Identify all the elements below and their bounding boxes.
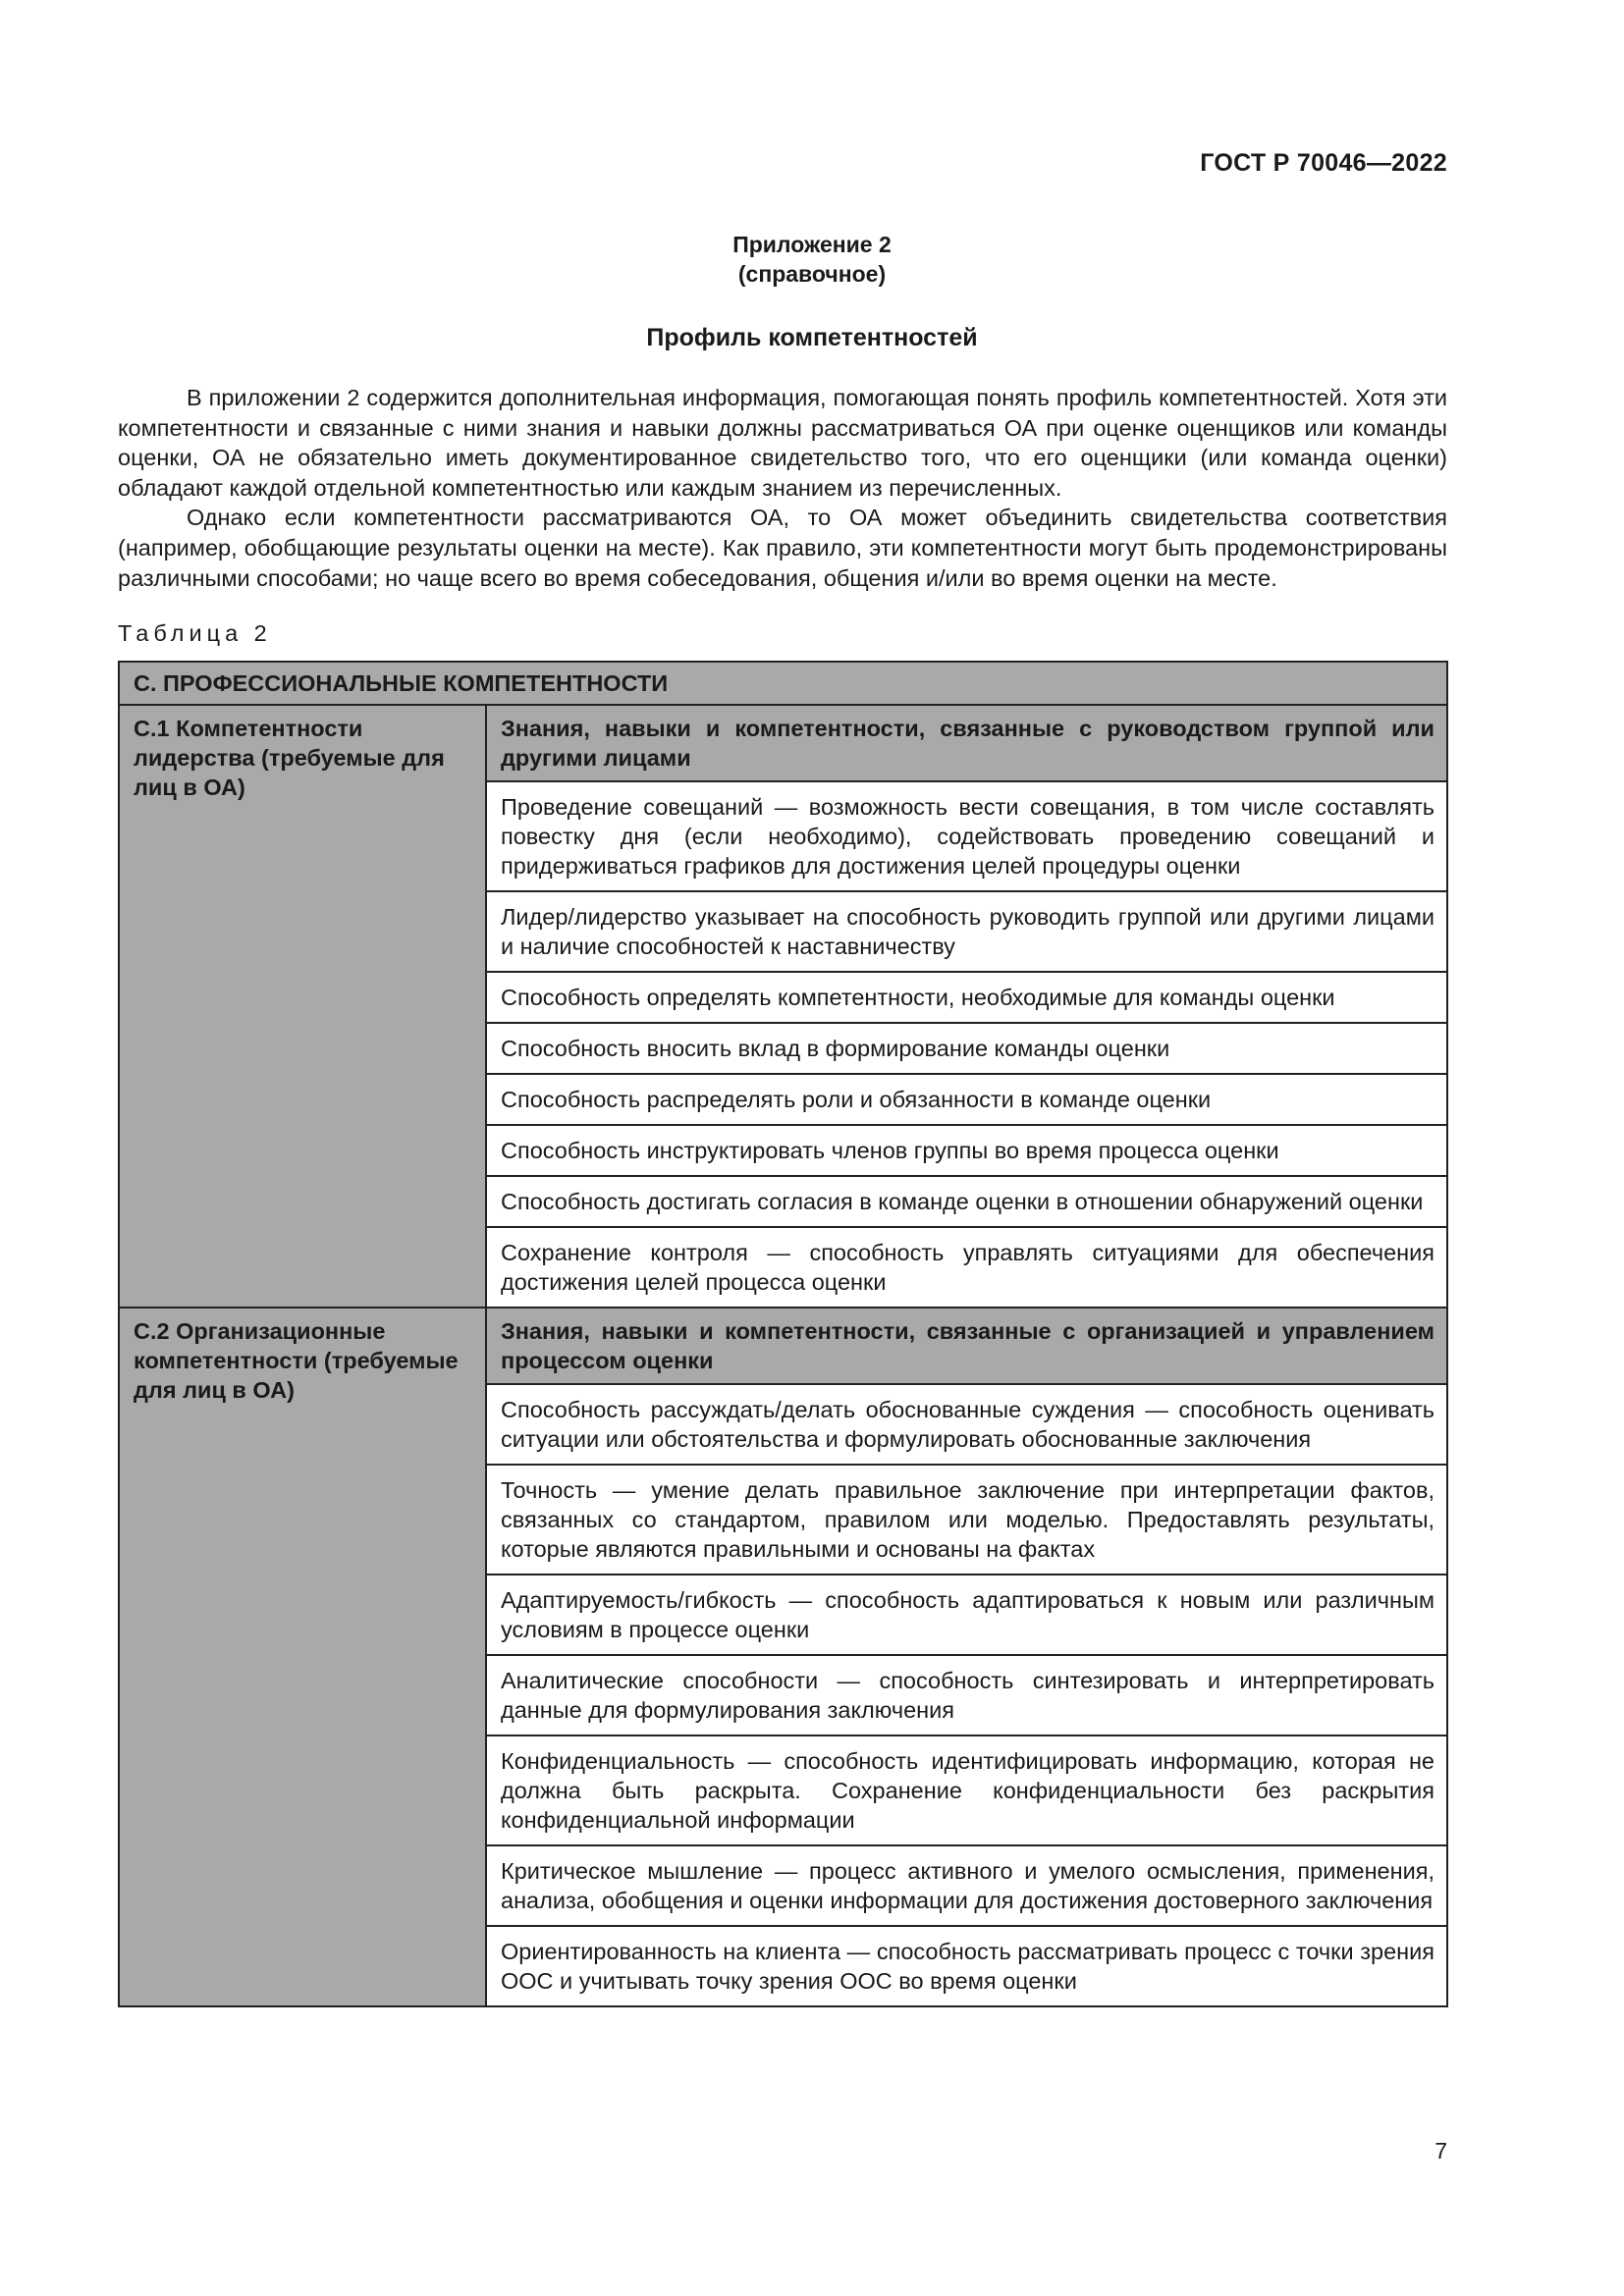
paragraph-1: В приложении 2 содержится дополнительная информация, помогающая понять профиль компетентностей. Хотя эти компетентности и связанные с ними знания и навыки должны рассматриваться ОА при оценке оценщиков или команды оценки, ОА не обязательно иметь документированное свидетельство того, что его оценщики (или команда оценки) обладают каждой отдельной компетентностью или каждым знанием из перечисленных. <box>118 385 1447 501</box>
table-cell: Способность инструктировать членов группы во время процесса оценки <box>486 1125 1447 1176</box>
table-cell: Аналитические способности — способность синтезировать и интерпретировать данные для формулирования заключения <box>486 1655 1447 1735</box>
table-cell: Способность вносить вклад в формирование команды оценки <box>486 1023 1447 1074</box>
table-cell: Критическое мышление — процесс активного и умелого осмысления, применения, анализа, обобщения и оценки информации для достижения достоверного заключения <box>486 1845 1447 1926</box>
competence-table <box>118 661 1448 2007</box>
table-cell: Способность рассуждать/делать обоснованные суждения — способность оценивать ситуации или обстоятельства и формулировать обоснованные заключения <box>486 1384 1447 1465</box>
table-cell: Способность определять компетентности, необходимые для команды оценки <box>486 972 1447 1023</box>
table-cell: Проведение совещаний — возможность вести совещания, в том числе составлять повестку дня (если необходимо), содействовать проведению совещаний и придерживаться графиков для достижения целей процедуры оценки <box>486 781 1447 891</box>
table-row <box>119 1308 1447 1384</box>
body-text <box>118 383 1447 593</box>
group-subheader: Знания, навыки и компетентности, связанные с организацией и управлением процессом оценки <box>486 1308 1447 1384</box>
table-main-header: С. ПРОФЕССИОНАЛЬНЫЕ КОМПЕТЕНТНОСТИ <box>119 662 1447 705</box>
paragraph-2: Однако если компетентности рассматриваются ОА, то ОА может объединить свидетельства соответствия (например, обобщающие результаты оценки на месте). Как правило, эти компетентности могут быть продемонстрированы различными способами; но чаще всего во время собеседования, общения и/или во время оценки на месте. <box>118 505 1447 591</box>
annex-subtitle: (справочное) <box>737 261 887 287</box>
page-number: 7 <box>1435 2138 1447 2163</box>
group-subheader: Знания, навыки и компетентности, связанные с руководством группой или другими лицами <box>486 705 1447 781</box>
table-cell: Ориентированность на клиента — способность рассматривать процесс с точки зрения ООС и учитывать точку зрения ООС во время оценки <box>486 1926 1447 2006</box>
category-organizational: С.2 Организационные компетентности (требуемые для лиц в ОА) <box>119 1308 486 2006</box>
table-caption: Таблица 2 <box>118 620 272 646</box>
table-cell: Конфиденциальность — способность идентифицировать информацию, которая не должна быть раскрыта. Сохранение конфиденциальности без раскрытия конфиденциальной информации <box>486 1735 1447 1845</box>
table-cell: Адаптируемость/гибкость — способность адаптироваться к новым или различным условиям в процессе оценки <box>486 1575 1447 1655</box>
table-cell: Лидер/лидерство указывает на способность руководить группой или другими лицами и наличие способностей к наставничеству <box>486 891 1447 972</box>
category-leadership: С.1 Компетентности лидерства (требуемые для лиц в ОА) <box>119 705 486 1308</box>
table-cell: Сохранение контроля — способность управлять ситуациями для обеспечения достижения целей процесса оценки <box>486 1227 1447 1308</box>
table-main-header-row <box>119 662 1447 705</box>
annex-title: Приложение 2 <box>732 232 892 257</box>
table-cell: Способность распределять роли и обязанности в команде оценки <box>486 1074 1447 1125</box>
table-cell: Способность достигать согласия в команде оценки в отношении обнаружений оценки <box>486 1176 1447 1227</box>
table-cell: Точность — умение делать правильное заключение при интерпретации фактов, связанных со стандартом, правилом или моделью. Предоставлять результаты, которые являются правильными и основаны на фактах <box>486 1465 1447 1575</box>
table-row <box>119 705 1447 781</box>
section-title: Профиль компетентностей <box>646 324 978 351</box>
document-code: ГОСТ Р 70046—2022 <box>1200 149 1447 177</box>
